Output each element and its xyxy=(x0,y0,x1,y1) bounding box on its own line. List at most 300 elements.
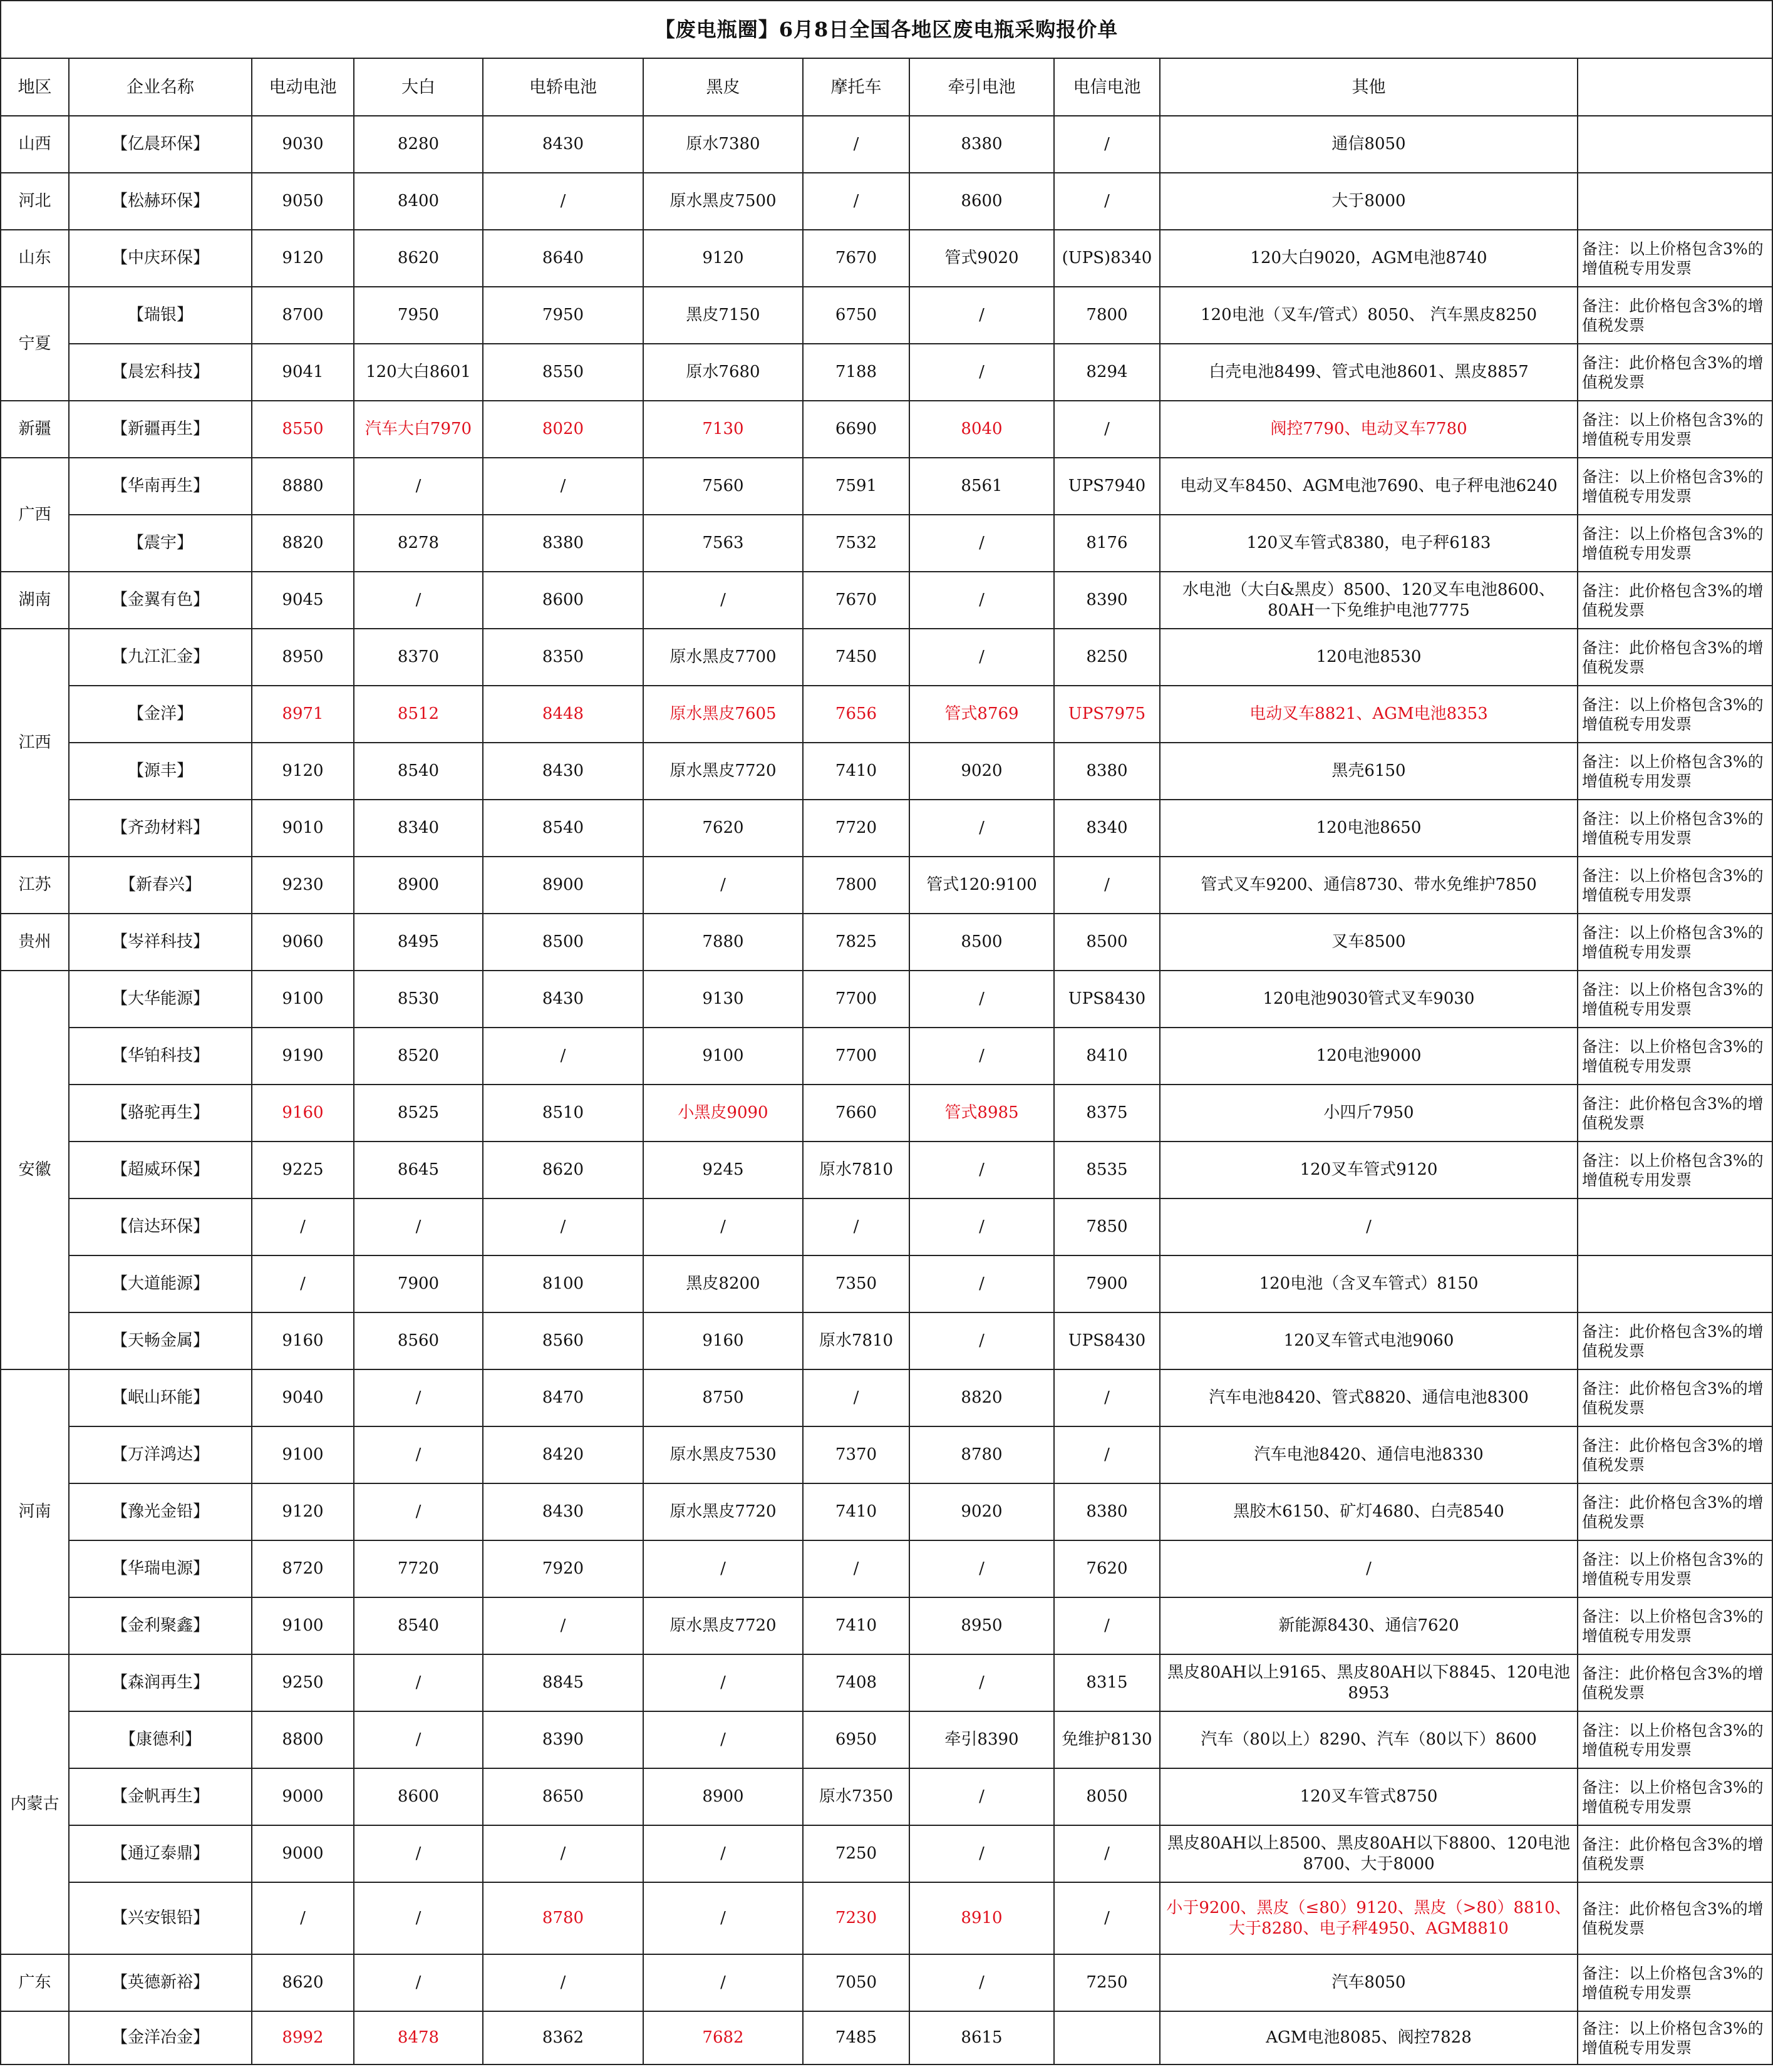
note-cell xyxy=(1578,116,1772,173)
electric-battery-price-cell: 9250 xyxy=(252,1654,354,1711)
company-cell: 【华铂科技】 xyxy=(69,1028,252,1085)
sedan-battery-price-cell: / xyxy=(483,458,643,515)
other-price-cell: AGM电池8085、阀控7828 xyxy=(1160,2011,1578,2064)
table-row xyxy=(1,1198,1772,1255)
telecom-battery-price-cell: 8380 xyxy=(1054,743,1160,800)
electric-battery-price-cell: / xyxy=(252,1255,354,1312)
other-price-cell: 120电池（含叉车管式）8150 xyxy=(1160,1255,1578,1312)
note-cell: 备注：以上价格包含3%的增值税专用发票 xyxy=(1578,971,1772,1028)
telecom-battery-price-cell: / xyxy=(1054,1882,1160,1954)
other-price-cell: 电动叉车8450、AGM电池7690、电子秤电池6240 xyxy=(1160,458,1578,515)
electric-battery-price-cell: 9230 xyxy=(252,857,354,914)
other-price-cell: 120叉车管式9120 xyxy=(1160,1142,1578,1198)
note-cell: 备注：以上价格包含3%的增值税专用发票 xyxy=(1578,1597,1772,1654)
note-cell: 备注：以上价格包含3%的增值税专用发票 xyxy=(1578,1142,1772,1198)
black-skin-price-cell: / xyxy=(643,1954,803,2011)
table-row xyxy=(1,1483,1772,1540)
other-price-cell: 白壳电池8499、管式电池8601、黑皮8857 xyxy=(1160,344,1578,401)
telecom-battery-price-cell: / xyxy=(1054,1426,1160,1483)
note-cell xyxy=(1578,1255,1772,1312)
traction-battery-price-cell: 8600 xyxy=(909,173,1054,230)
note-cell: 备注：以上价格包含3%的增值税专用发票 xyxy=(1578,1711,1772,1768)
telecom-battery-price-cell xyxy=(1054,2011,1160,2064)
black-skin-price-cell: / xyxy=(643,1825,803,1882)
header-row xyxy=(1,58,1772,116)
note-cell: 备注：此价格包含3%的增值税发票 xyxy=(1578,1483,1772,1540)
note-cell: 备注：此价格包含3%的增值税发票 xyxy=(1578,1426,1772,1483)
note-cell: 备注：此价格包含3%的增值税发票 xyxy=(1578,1085,1772,1142)
sedan-battery-price-cell: 8448 xyxy=(483,686,643,743)
sedan-battery-price-cell: 8390 xyxy=(483,1711,643,1768)
region-cell: 安徽 xyxy=(1,971,69,1369)
note-cell: 备注：此价格包含3%的增值税发票 xyxy=(1578,287,1772,344)
motorcycle-price-cell: 7670 xyxy=(803,230,909,287)
dabai-price-cell: / xyxy=(354,1882,483,1954)
black-skin-price-cell: 原水黑皮7720 xyxy=(643,1483,803,1540)
telecom-battery-price-cell: / xyxy=(1054,401,1160,458)
company-cell: 【英德新裕】 xyxy=(69,1954,252,2011)
company-cell: 【新春兴】 xyxy=(69,857,252,914)
note-cell: 备注：此价格包含3%的增值税发票 xyxy=(1578,1654,1772,1711)
black-skin-price-cell: 7620 xyxy=(643,800,803,857)
sedan-battery-price-cell: 8600 xyxy=(483,572,643,629)
header-black-skin: 黑皮 xyxy=(643,58,803,116)
traction-battery-price-cell: / xyxy=(909,515,1054,572)
table-row xyxy=(1,857,1772,914)
electric-battery-price-cell: 9010 xyxy=(252,800,354,857)
table-row xyxy=(1,1369,1772,1426)
header-telecom-battery: 电信电池 xyxy=(1054,58,1160,116)
traction-battery-price-cell: / xyxy=(909,1768,1054,1825)
sedan-battery-price-cell: 8020 xyxy=(483,401,643,458)
region-cell: 河北 xyxy=(1,173,69,230)
other-price-cell: 120叉车管式8380，电子秤6183 xyxy=(1160,515,1578,572)
dabai-price-cell: 8340 xyxy=(354,800,483,857)
traction-battery-price-cell: / xyxy=(909,1028,1054,1085)
telecom-battery-price-cell: / xyxy=(1054,857,1160,914)
table-row xyxy=(1,1142,1772,1198)
black-skin-price-cell: 7880 xyxy=(643,914,803,971)
other-price-cell: 120大白9020，AGM电池8740 xyxy=(1160,230,1578,287)
dabai-price-cell: 8540 xyxy=(354,743,483,800)
header-electric-battery: 电动电池 xyxy=(252,58,354,116)
dabai-price-cell: / xyxy=(354,1198,483,1255)
other-price-cell: / xyxy=(1160,1198,1578,1255)
header-other: 其他 xyxy=(1160,58,1578,116)
telecom-battery-price-cell: / xyxy=(1054,1597,1160,1654)
other-price-cell: 汽车8050 xyxy=(1160,1954,1578,2011)
other-price-cell: 汽车（80以上）8290、汽车（80以下）8600 xyxy=(1160,1711,1578,1768)
header-region: 地区 xyxy=(1,58,69,116)
table-row xyxy=(1,2011,1772,2064)
dabai-price-cell: 8280 xyxy=(354,116,483,173)
motorcycle-price-cell: 7050 xyxy=(803,1954,909,2011)
note-cell: 备注：此价格包含3%的增值税发票 xyxy=(1578,572,1772,629)
dabai-price-cell: 8400 xyxy=(354,173,483,230)
motorcycle-price-cell: 7591 xyxy=(803,458,909,515)
company-cell: 【金翼有色】 xyxy=(69,572,252,629)
table-row xyxy=(1,914,1772,971)
telecom-battery-price-cell: UPS8430 xyxy=(1054,1312,1160,1369)
dabai-price-cell: 8370 xyxy=(354,629,483,686)
black-skin-price-cell: 9160 xyxy=(643,1312,803,1369)
traction-battery-price-cell: 牵引8390 xyxy=(909,1711,1054,1768)
company-cell: 【通辽泰鼎】 xyxy=(69,1825,252,1882)
dabai-price-cell: 8620 xyxy=(354,230,483,287)
motorcycle-price-cell: 7485 xyxy=(803,2011,909,2064)
other-price-cell: 小于9200、黑皮（≤80）9120、黑皮（>80）8810、大于8280、电子秤4950、AGM8810 xyxy=(1160,1882,1578,1954)
sedan-battery-price-cell: 8380 xyxy=(483,515,643,572)
sedan-battery-price-cell: 8420 xyxy=(483,1426,643,1483)
black-skin-price-cell: 7130 xyxy=(643,401,803,458)
electric-battery-price-cell: 9225 xyxy=(252,1142,354,1198)
company-cell: 【新疆再生】 xyxy=(69,401,252,458)
other-price-cell: 黑壳6150 xyxy=(1160,743,1578,800)
electric-battery-price-cell: 9000 xyxy=(252,1768,354,1825)
header-traction-battery: 牵引电池 xyxy=(909,58,1054,116)
motorcycle-price-cell: / xyxy=(803,1540,909,1597)
motorcycle-price-cell: / xyxy=(803,1369,909,1426)
telecom-battery-price-cell: 8410 xyxy=(1054,1028,1160,1085)
sedan-battery-price-cell: 8470 xyxy=(483,1369,643,1426)
page-title: 【废电瓶圈】6月8日全国各地区废电瓶采购报价单 xyxy=(1,1,1772,58)
motorcycle-price-cell: 7656 xyxy=(803,686,909,743)
telecom-battery-price-cell: 8375 xyxy=(1054,1085,1160,1142)
table-row xyxy=(1,1597,1772,1654)
sedan-battery-price-cell: 8550 xyxy=(483,344,643,401)
sedan-battery-price-cell: 8845 xyxy=(483,1654,643,1711)
motorcycle-price-cell: 7700 xyxy=(803,1028,909,1085)
black-skin-price-cell: / xyxy=(643,1198,803,1255)
sedan-battery-price-cell: / xyxy=(483,1597,643,1654)
table-row xyxy=(1,1255,1772,1312)
sedan-battery-price-cell: 8430 xyxy=(483,743,643,800)
motorcycle-price-cell: 7250 xyxy=(803,1825,909,1882)
black-skin-price-cell: 8900 xyxy=(643,1768,803,1825)
motorcycle-price-cell: 7670 xyxy=(803,572,909,629)
motorcycle-price-cell: 7410 xyxy=(803,1483,909,1540)
motorcycle-price-cell: 7660 xyxy=(803,1085,909,1142)
telecom-battery-price-cell: 8294 xyxy=(1054,344,1160,401)
company-cell: 【康德利】 xyxy=(69,1711,252,1768)
note-cell: 备注：此价格包含3%的增值税发票 xyxy=(1578,629,1772,686)
table-row xyxy=(1,1954,1772,2011)
company-cell: 【金洋冶金】 xyxy=(69,2011,252,2064)
traction-battery-price-cell: / xyxy=(909,1312,1054,1369)
other-price-cell: 大于8000 xyxy=(1160,173,1578,230)
other-price-cell: 电动叉车8821、AGM电池8353 xyxy=(1160,686,1578,743)
note-cell: 备注：以上价格包含3%的增值税专用发票 xyxy=(1578,1954,1772,2011)
company-cell: 【华瑞电源】 xyxy=(69,1540,252,1597)
table-row xyxy=(1,1312,1772,1369)
table-row xyxy=(1,1882,1772,1954)
motorcycle-price-cell: 原水7350 xyxy=(803,1768,909,1825)
company-cell: 【信达环保】 xyxy=(69,1198,252,1255)
telecom-battery-price-cell: 7250 xyxy=(1054,1954,1160,2011)
electric-battery-price-cell: 9160 xyxy=(252,1085,354,1142)
electric-battery-price-cell: 9120 xyxy=(252,743,354,800)
sedan-battery-price-cell: 8100 xyxy=(483,1255,643,1312)
note-cell: 备注：以上价格包含3%的增值税专用发票 xyxy=(1578,914,1772,971)
region-cell: 山东 xyxy=(1,230,69,287)
other-price-cell: 汽车电池8420、通信电池8330 xyxy=(1160,1426,1578,1483)
company-cell: 【金洋】 xyxy=(69,686,252,743)
company-cell: 【大华能源】 xyxy=(69,971,252,1028)
other-price-cell: 120电池9000 xyxy=(1160,1028,1578,1085)
telecom-battery-price-cell: 8535 xyxy=(1054,1142,1160,1198)
telecom-battery-price-cell: 7900 xyxy=(1054,1255,1160,1312)
black-skin-price-cell: 原水黑皮7530 xyxy=(643,1426,803,1483)
dabai-price-cell: 8478 xyxy=(354,2011,483,2064)
traction-battery-price-cell: / xyxy=(909,800,1054,857)
black-skin-price-cell: / xyxy=(643,1882,803,1954)
dabai-price-cell: 8560 xyxy=(354,1312,483,1369)
black-skin-price-cell: 原水黑皮7720 xyxy=(643,743,803,800)
region-cell: 江西 xyxy=(1,629,69,857)
black-skin-price-cell: 9100 xyxy=(643,1028,803,1085)
electric-battery-price-cell: 9050 xyxy=(252,173,354,230)
company-cell: 【九江汇金】 xyxy=(69,629,252,686)
traction-battery-price-cell: / xyxy=(909,287,1054,344)
table-row xyxy=(1,1768,1772,1825)
sedan-battery-price-cell: 8362 xyxy=(483,2011,643,2064)
region-cell: 广西 xyxy=(1,458,69,572)
table-row xyxy=(1,572,1772,629)
company-cell: 【华南再生】 xyxy=(69,458,252,515)
dabai-price-cell: 8495 xyxy=(354,914,483,971)
company-cell: 【骆驼再生】 xyxy=(69,1085,252,1142)
motorcycle-price-cell: 7450 xyxy=(803,629,909,686)
table-row xyxy=(1,230,1772,287)
telecom-battery-price-cell: 8250 xyxy=(1054,629,1160,686)
motorcycle-price-cell: 7410 xyxy=(803,1597,909,1654)
motorcycle-price-cell: 原水7810 xyxy=(803,1142,909,1198)
note-cell: 备注：以上价格包含3%的增值税专用发票 xyxy=(1578,401,1772,458)
dabai-price-cell: 8645 xyxy=(354,1142,483,1198)
motorcycle-price-cell: / xyxy=(803,1198,909,1255)
other-price-cell: 阀控7790、电动叉车7780 xyxy=(1160,401,1578,458)
region-cell: 内蒙古 xyxy=(1,1654,69,1954)
electric-battery-price-cell: 9045 xyxy=(252,572,354,629)
traction-battery-price-cell: / xyxy=(909,1142,1054,1198)
black-skin-price-cell: 原水黑皮7605 xyxy=(643,686,803,743)
black-skin-price-cell: 8750 xyxy=(643,1369,803,1426)
company-cell: 【超威环保】 xyxy=(69,1142,252,1198)
dabai-price-cell: / xyxy=(354,1654,483,1711)
traction-battery-price-cell: 管式120:9100 xyxy=(909,857,1054,914)
traction-battery-price-cell: 8040 xyxy=(909,401,1054,458)
black-skin-price-cell: 原水黑皮7700 xyxy=(643,629,803,686)
motorcycle-price-cell: 7700 xyxy=(803,971,909,1028)
electric-battery-price-cell: 8620 xyxy=(252,1954,354,2011)
telecom-battery-price-cell: / xyxy=(1054,1369,1160,1426)
telecom-battery-price-cell: UPS7975 xyxy=(1054,686,1160,743)
electric-battery-price-cell: / xyxy=(252,1882,354,1954)
table-row xyxy=(1,116,1772,173)
telecom-battery-price-cell: 免维护8130 xyxy=(1054,1711,1160,1768)
region-cell: 广东 xyxy=(1,1954,69,2011)
dabai-price-cell: 8540 xyxy=(354,1597,483,1654)
telecom-battery-price-cell: 8176 xyxy=(1054,515,1160,572)
dabai-price-cell: / xyxy=(354,572,483,629)
electric-battery-price-cell: 9040 xyxy=(252,1369,354,1426)
other-price-cell: 通信8050 xyxy=(1160,116,1578,173)
sedan-battery-price-cell: 8640 xyxy=(483,230,643,287)
note-cell: 备注：以上价格包含3%的增值税专用发票 xyxy=(1578,800,1772,857)
table-row xyxy=(1,1654,1772,1711)
black-skin-price-cell: / xyxy=(643,857,803,914)
traction-battery-price-cell: / xyxy=(909,1540,1054,1597)
sedan-battery-price-cell: 8540 xyxy=(483,800,643,857)
table-row xyxy=(1,458,1772,515)
black-skin-price-cell: / xyxy=(643,1711,803,1768)
other-price-cell: 120电池（叉车/管式）8050、 汽车黑皮8250 xyxy=(1160,287,1578,344)
black-skin-price-cell: 7560 xyxy=(643,458,803,515)
table-row xyxy=(1,287,1772,344)
motorcycle-price-cell: 7532 xyxy=(803,515,909,572)
traction-battery-price-cell: 8820 xyxy=(909,1369,1054,1426)
sedan-battery-price-cell: 8430 xyxy=(483,1483,643,1540)
motorcycle-price-cell: 7230 xyxy=(803,1882,909,1954)
other-price-cell: 汽车电池8420、管式8820、通信电池8300 xyxy=(1160,1369,1578,1426)
traction-battery-price-cell: 8380 xyxy=(909,116,1054,173)
electric-battery-price-cell: 9100 xyxy=(252,971,354,1028)
company-cell: 【瑞银】 xyxy=(69,287,252,344)
electric-battery-price-cell: 8992 xyxy=(252,2011,354,2064)
traction-battery-price-cell: / xyxy=(909,1198,1054,1255)
note-cell: 备注：以上价格包含3%的增值税专用发票 xyxy=(1578,1768,1772,1825)
other-price-cell: 黑皮80AH以上9165、黑皮80AH以下8845、120电池8953 xyxy=(1160,1654,1578,1711)
region-cell: 湖南 xyxy=(1,572,69,629)
telecom-battery-price-cell: 7620 xyxy=(1054,1540,1160,1597)
black-skin-price-cell: 9245 xyxy=(643,1142,803,1198)
header-motorcycle: 摩托车 xyxy=(803,58,909,116)
traction-battery-price-cell: / xyxy=(909,629,1054,686)
table-row xyxy=(1,1426,1772,1483)
electric-battery-price-cell: 8820 xyxy=(252,515,354,572)
note-cell: 备注：以上价格包含3%的增值税专用发票 xyxy=(1578,857,1772,914)
dabai-price-cell: 7720 xyxy=(354,1540,483,1597)
other-price-cell: 黑皮80AH以上8500、黑皮80AH以下8800、120电池8700、大于8000 xyxy=(1160,1825,1578,1882)
dabai-price-cell: / xyxy=(354,1483,483,1540)
telecom-battery-price-cell: / xyxy=(1054,116,1160,173)
header-notes xyxy=(1578,58,1772,116)
motorcycle-price-cell: 原水7810 xyxy=(803,1312,909,1369)
traction-battery-price-cell: 9020 xyxy=(909,1483,1054,1540)
dabai-price-cell: 8512 xyxy=(354,686,483,743)
electric-battery-price-cell: 9120 xyxy=(252,1483,354,1540)
traction-battery-price-cell: 8615 xyxy=(909,2011,1054,2064)
traction-battery-price-cell: 9020 xyxy=(909,743,1054,800)
motorcycle-price-cell: 6690 xyxy=(803,401,909,458)
company-cell: 【亿晨环保】 xyxy=(69,116,252,173)
company-cell: 【岑祥科技】 xyxy=(69,914,252,971)
title-row xyxy=(1,1,1772,58)
black-skin-price-cell: 黑皮7150 xyxy=(643,287,803,344)
black-skin-price-cell: 原水黑皮7500 xyxy=(643,173,803,230)
electric-battery-price-cell: 8800 xyxy=(252,1711,354,1768)
electric-battery-price-cell: 8550 xyxy=(252,401,354,458)
sedan-battery-price-cell: / xyxy=(483,1825,643,1882)
electric-battery-price-cell: / xyxy=(252,1198,354,1255)
dabai-price-cell: 7950 xyxy=(354,287,483,344)
motorcycle-price-cell: 7825 xyxy=(803,914,909,971)
table-row xyxy=(1,971,1772,1028)
note-cell: 备注：以上价格包含3%的增值税专用发票 xyxy=(1578,515,1772,572)
other-price-cell: 120叉车管式电池9060 xyxy=(1160,1312,1578,1369)
black-skin-price-cell: / xyxy=(643,1540,803,1597)
motorcycle-price-cell: 6750 xyxy=(803,287,909,344)
note-cell xyxy=(1578,173,1772,230)
company-cell: 【大道能源】 xyxy=(69,1255,252,1312)
traction-battery-price-cell: / xyxy=(909,971,1054,1028)
note-cell: 备注：以上价格包含3%的增值税专用发票 xyxy=(1578,230,1772,287)
traction-battery-price-cell: 8561 xyxy=(909,458,1054,515)
company-cell: 【天畅金属】 xyxy=(69,1312,252,1369)
black-skin-price-cell: / xyxy=(643,1654,803,1711)
table-row xyxy=(1,1711,1772,1768)
black-skin-price-cell: 9120 xyxy=(643,230,803,287)
note-cell: 备注：以上价格包含3%的增值税专用发票 xyxy=(1578,1028,1772,1085)
traction-battery-price-cell: 8500 xyxy=(909,914,1054,971)
dabai-price-cell: 8600 xyxy=(354,1768,483,1825)
note-cell: 备注：此价格包含3%的增值税发票 xyxy=(1578,1312,1772,1369)
company-cell: 【中庆环保】 xyxy=(69,230,252,287)
other-price-cell: 黑胶木6150、矿灯4680、白壳8540 xyxy=(1160,1483,1578,1540)
table-row xyxy=(1,515,1772,572)
dabai-price-cell: / xyxy=(354,1954,483,2011)
dabai-price-cell: / xyxy=(354,1825,483,1882)
motorcycle-price-cell: 7720 xyxy=(803,800,909,857)
sedan-battery-price-cell: 8510 xyxy=(483,1085,643,1142)
motorcycle-price-cell: / xyxy=(803,116,909,173)
region-cell: 宁夏 xyxy=(1,287,69,401)
dabai-price-cell: 8520 xyxy=(354,1028,483,1085)
dabai-price-cell: 8525 xyxy=(354,1085,483,1142)
dabai-price-cell: 8530 xyxy=(354,971,483,1028)
telecom-battery-price-cell: 7850 xyxy=(1054,1198,1160,1255)
table-row xyxy=(1,1085,1772,1142)
dabai-price-cell: 汽车大白7970 xyxy=(354,401,483,458)
electric-battery-price-cell: 9100 xyxy=(252,1597,354,1654)
sedan-battery-price-cell: 8350 xyxy=(483,629,643,686)
header-dabai: 大白 xyxy=(354,58,483,116)
region-cell: 山西 xyxy=(1,116,69,173)
company-cell: 【兴安银铅】 xyxy=(69,1882,252,1954)
table-row xyxy=(1,1028,1772,1085)
black-skin-price-cell: 小黑皮9090 xyxy=(643,1085,803,1142)
black-skin-price-cell: / xyxy=(643,572,803,629)
sedan-battery-price-cell: 8430 xyxy=(483,116,643,173)
electric-battery-price-cell: 9030 xyxy=(252,116,354,173)
sedan-battery-price-cell: 8620 xyxy=(483,1142,643,1198)
telecom-battery-price-cell: 8340 xyxy=(1054,800,1160,857)
telecom-battery-price-cell: UPS8430 xyxy=(1054,971,1160,1028)
electric-battery-price-cell: 9060 xyxy=(252,914,354,971)
sedan-battery-price-cell: 8650 xyxy=(483,1768,643,1825)
traction-battery-price-cell: / xyxy=(909,572,1054,629)
electric-battery-price-cell: 8720 xyxy=(252,1540,354,1597)
telecom-battery-price-cell: 8500 xyxy=(1054,914,1160,971)
dabai-price-cell: 8278 xyxy=(354,515,483,572)
company-cell: 【震宇】 xyxy=(69,515,252,572)
telecom-battery-price-cell: 8050 xyxy=(1054,1768,1160,1825)
traction-battery-price-cell: / xyxy=(909,1954,1054,2011)
traction-battery-price-cell: / xyxy=(909,1825,1054,1882)
other-price-cell: 120电池8650 xyxy=(1160,800,1578,857)
note-cell xyxy=(1578,1198,1772,1255)
table-row xyxy=(1,173,1772,230)
